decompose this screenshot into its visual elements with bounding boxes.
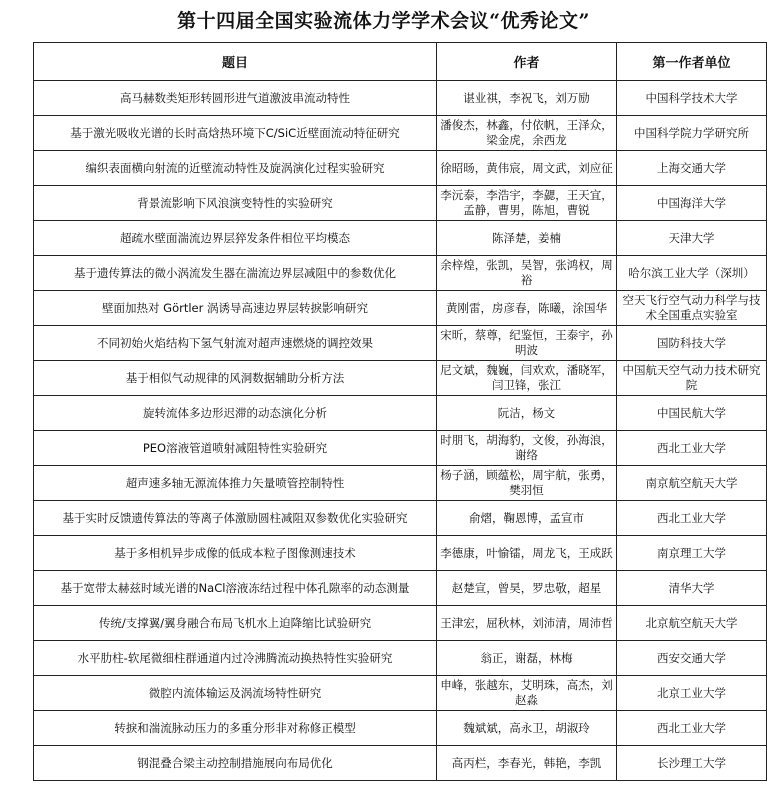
paper-title-cell: 传统/支撑翼/翼身融合布局飞机水上迫降缩比试验研究 — [34, 606, 437, 641]
paper-title-cell: 超声速多轴无源流体推力矢量喷管控制特性 — [34, 466, 437, 501]
authors-cell: 翁正，谢磊，林梅 — [437, 641, 617, 676]
authors-cell: 陈泽楚，姜楠 — [437, 221, 617, 256]
authors-cell: 李德康，叶愉镭，周龙飞，王成跃 — [437, 536, 617, 571]
table-row — [34, 431, 767, 466]
paper-title-cell: 高马赫数类矩形转圆形进气道激波串流动特性 — [34, 81, 437, 116]
affiliation-cell: 长沙理工大学 — [617, 746, 767, 781]
table-row — [34, 256, 767, 291]
authors-cell: 俞熠，鞠恩博，孟宣市 — [437, 501, 617, 536]
paper-title-cell: 转捩和湍流脉动压力的多重分形非对称修正模型 — [34, 711, 437, 746]
table-row — [34, 606, 767, 641]
paper-title-cell: 水平肋柱-软尾微细柱群通道内过冷沸腾流动换热特性实验研究 — [34, 641, 437, 676]
paper-title-cell: 壁面加热对 Görtler 涡诱导高速边界层转捩影响研究 — [34, 291, 437, 326]
authors-cell: 潘俊杰，林鑫，付依帆，王泽众，梁金虎，余西龙 — [437, 116, 617, 151]
paper-title-cell: 钢混叠合梁主动控制措施展向布局优化 — [34, 746, 437, 781]
authors-cell: 魏斌斌，高永卫，胡淑玲 — [437, 711, 617, 746]
affiliation-cell: 南京航空航天大学 — [617, 466, 767, 501]
header-row — [34, 43, 767, 81]
affiliation-cell: 西北工业大学 — [617, 711, 767, 746]
paper-title-cell: 超疏水壁面湍流边界层猝发条件相位平均模态 — [34, 221, 437, 256]
authors-cell: 李沅泰，李浩宇，李勰，王天宜，孟静，曹男，陈旭，曹锐 — [437, 186, 617, 221]
authors-cell: 徐昭旸，黄伟宸，周文武，刘应征 — [437, 151, 617, 186]
paper-title-cell: 基于相似气动规律的风洞数据辅助分析方法 — [34, 361, 437, 396]
header-affiliation: 第一作者单位 — [617, 43, 767, 81]
affiliation-cell: 西安交通大学 — [617, 641, 767, 676]
header-authors: 作者 — [437, 43, 617, 81]
table-row — [34, 501, 767, 536]
authors-cell: 阮洁，杨文 — [437, 396, 617, 431]
authors-cell: 时朋飞，胡海豹，文俊，孙海浪，谢络 — [437, 431, 617, 466]
table-header — [34, 43, 767, 81]
authors-cell: 黄刚雷，房彦春，陈曦，涂国华 — [437, 291, 617, 326]
paper-title-cell: 基于激光吸收光谱的长时高焓热环境下C/SiC近壁面流动特征研究 — [34, 116, 437, 151]
authors-cell: 余梓煌，张凯，吴智，张鸿权，周裕 — [437, 256, 617, 291]
table-row — [34, 151, 767, 186]
table-row — [34, 711, 767, 746]
authors-cell: 宋昕，蔡尊，纪鉴恒，王泰宇，孙明波 — [437, 326, 617, 361]
paper-title-cell: 旋转流体多边形迟滞的动态演化分析 — [34, 396, 437, 431]
paper-title-cell: 基于多相机异步成像的低成本粒子图像测速技术 — [34, 536, 437, 571]
paper-title-cell: 微腔内流体输运及涡流场特性研究 — [34, 676, 437, 711]
page-title: 第十四届全国实验流体力学学术会议“优秀论文” — [177, 10, 590, 32]
table-row — [34, 571, 767, 606]
affiliation-cell: 哈尔滨工业大学（深圳） — [617, 256, 767, 291]
affiliation-cell: 北京工业大学 — [617, 676, 767, 711]
authors-cell: 杨子涵，顾蕴松，周宇航，张勇，樊羽恒 — [437, 466, 617, 501]
authors-cell: 王津宏，屈秋林，刘沛清，周沛哲 — [437, 606, 617, 641]
affiliation-cell: 西北工业大学 — [617, 431, 767, 466]
authors-cell: 赵楚宣，曾昊，罗忠敬，超星 — [437, 571, 617, 606]
affiliation-cell: 上海交通大学 — [617, 151, 767, 186]
affiliation-cell: 中国科学技术大学 — [617, 81, 767, 116]
authors-cell: 高丙栏，李春光，韩艳，李凯 — [437, 746, 617, 781]
table-row — [34, 746, 767, 781]
affiliation-cell: 西北工业大学 — [617, 501, 767, 536]
table-row — [34, 81, 767, 116]
table-body — [34, 81, 767, 781]
table-row — [34, 361, 767, 396]
paper-title-cell: 背景流影响下风浪演变特性的实验研究 — [34, 186, 437, 221]
affiliation-cell: 清华大学 — [617, 571, 767, 606]
table-row — [34, 676, 767, 711]
authors-cell: 尼文斌，魏巍，闫欢欢，潘晓军，闫卫锋，张江 — [437, 361, 617, 396]
table-row — [34, 116, 767, 151]
affiliation-cell: 空天飞行空气动力科学与技术全国重点实验室 — [617, 291, 767, 326]
paper-title-cell: PEO溶液管道喷射减阻特性实验研究 — [34, 431, 437, 466]
table-row — [34, 291, 767, 326]
affiliation-cell: 中国海洋大学 — [617, 186, 767, 221]
affiliation-cell: 中国民航大学 — [617, 396, 767, 431]
affiliation-cell: 国防科技大学 — [617, 326, 767, 361]
affiliation-cell: 南京理工大学 — [617, 536, 767, 571]
paper-title-cell: 不同初始火焰结构下氢气射流对超声速燃烧的调控效果 — [34, 326, 437, 361]
paper-title-cell: 基于宽带太赫兹时域光谱的NaCl溶液冻结过程中体孔隙率的动态测量 — [34, 571, 437, 606]
table-row — [34, 326, 767, 361]
header-title: 题目 — [34, 43, 437, 81]
paper-title-cell: 编织表面横向射流的近壁流动特性及旋涡演化过程实验研究 — [34, 151, 437, 186]
table-row — [34, 641, 767, 676]
table-row — [34, 396, 767, 431]
awards-table — [33, 42, 767, 781]
table-row — [34, 536, 767, 571]
table-row — [34, 186, 767, 221]
authors-cell: 谌业祺，李祝飞，刘万励 — [437, 81, 617, 116]
paper-title-cell: 基于实时反馈遗传算法的等离子体激励圆柱减阻双参数优化实验研究 — [34, 501, 437, 536]
affiliation-cell: 北京航空航天大学 — [617, 606, 767, 641]
affiliation-cell: 中国科学院力学研究所 — [617, 116, 767, 151]
table-row — [34, 221, 767, 256]
affiliation-cell: 天津大学 — [617, 221, 767, 256]
paper-title-cell: 基于遗传算法的微小涡流发生器在湍流边界层减阻中的参数优化 — [34, 256, 437, 291]
affiliation-cell: 中国航天空气动力技术研究院 — [617, 361, 767, 396]
authors-cell: 申峰，张越东，艾明珠，高杰，刘赵淼 — [437, 676, 617, 711]
table-row — [34, 466, 767, 501]
